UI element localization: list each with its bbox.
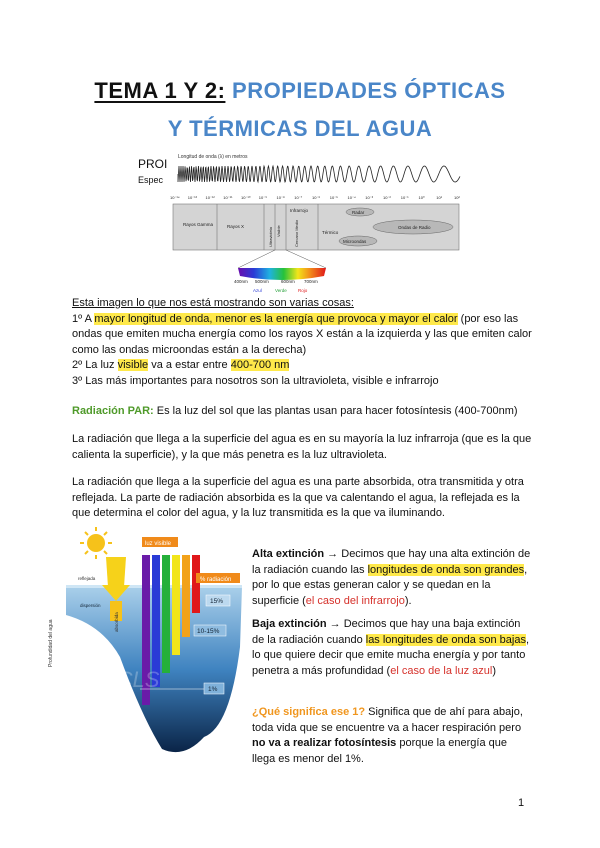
color-rojo: Rojo — [298, 288, 308, 293]
band-gamma: Rayos Gamma — [183, 222, 214, 227]
page-title-line2: Y TÉRMICAS DEL AGUA — [167, 116, 433, 141]
label-pct-1: 1% — [208, 686, 218, 693]
band-xray: Rayos X — [227, 224, 245, 229]
spectrum-tick-label: 10⁻¹³ — [187, 195, 197, 200]
spectrum-tick-label: 10⁻⁹ — [258, 195, 268, 200]
sun-icon — [80, 527, 112, 559]
par-paragraph: Radiación PAR: Es la luz del sol que las plantas usan para hacer fotosíntesis (400-700nm) — [72, 405, 518, 417]
label-dispersion: dispersión — [80, 603, 101, 608]
label-pct-title: % radiación — [200, 577, 232, 583]
point-2: 2º La luz visible va a estar entre 400-700 nm — [72, 359, 290, 371]
band-infrared: Infrarrojo — [290, 208, 309, 213]
nm-600: 600nm — [281, 279, 295, 284]
spectrum-tick-label: 10⁻⁴ — [347, 195, 356, 200]
nm-700: 700nm — [304, 279, 318, 284]
nm-400: 400nm — [234, 279, 248, 284]
paragraph-absorption: La radiación que llega a la superficie del agua es una parte absorbida, otra transmitida y otra reflejada. La parte de radiación absorbida es la que va calentando el agua, la reflejada es la que determina el color del agua, y la luz transmitida es la que va iluminando. — [72, 476, 524, 519]
spectrum-tick-label: 10² — [454, 195, 460, 200]
spectrum-tick-label: 10⁻⁶ — [312, 195, 321, 200]
spectrum-overlay-label1: PROI — [138, 157, 168, 171]
band-uv: Ultravioleta — [268, 226, 273, 247]
spectrum-tick-label: 10¹ — [436, 195, 443, 200]
band-micro: Microondas — [343, 239, 367, 244]
band-radio: Ondas de Radio — [398, 225, 431, 230]
color-verde: Verde — [275, 288, 287, 293]
spectrum-tick-label: 10⁻² — [383, 195, 391, 200]
alta-extincion: Alta extinción → Decimos que hay una alta extinción de la radiación cuando las longitudes de onda son grandes, por lo que estas generan calor y se quedan en la superficie (el caso del infrarrojo). — [252, 548, 531, 607]
spectrum-tick-label: 10⁻⁸ — [276, 195, 285, 200]
intro-line: Esta imagen lo que nos está mostrando son varias cosas: — [72, 297, 354, 309]
point-1: 1º A mayor longitud de onda, menor es la energía que provoca y mayor el calor (por eso las ondas que emiten mucha energía como los rayos X están a la izquierda y las que emiten calor como las ondas microondas están a la derecha) — [72, 312, 532, 356]
spectrum-tick-label: 10⁻⁷ — [294, 195, 303, 200]
title-topic: TEMA 1 Y 2: — [94, 78, 226, 103]
spectrum-tick-label: 10⁻¹⁰ — [241, 195, 251, 200]
baja-extincion: Baja extinción → Decimos que hay una baja extinción de la radiación cuando las longitudes de onda son bajas, lo que quiere decir que emite mucha energía y por tanto penetra a más profundidad (el caso de la luz azul) — [252, 618, 530, 677]
color-azul: Azul — [253, 288, 262, 293]
band-radar: Radar — [352, 210, 365, 215]
page-title — [0, 78, 600, 104]
label-pct-10-15: 10-15% — [197, 628, 220, 635]
title-main: PROPIEDADES ÓPTICAS — [225, 78, 506, 103]
spectrum-tick-label: 10⁻¹¹ — [223, 195, 233, 200]
significado-1: ¿Qué significa ese 1? Significa que de ahí para abajo, toda vida que se encuentre va a hacer respiración pero no va a realizar fotosíntesis porque la energía que llega es menor del 1%. — [252, 706, 523, 765]
paragraph-infrared: La radiación que llega a la superficie del agua es en su mayoría la luz infrarroja (que es la que calienta la superficie), y la que más penetra es la luz ultravioleta. — [72, 433, 532, 461]
spectrum-tick-label: 10⁻³ — [365, 195, 374, 200]
label-reflejada: reflejada — [78, 576, 96, 581]
spectrum-tick-label: 10⁻¹⁴ — [170, 195, 180, 200]
band-near-ir: Cercano Medio — [294, 219, 299, 247]
label-absorbida: absorbida — [114, 612, 119, 632]
label-luz-visible: luz visible — [145, 541, 172, 547]
point-3: 3º Las más importantes para nosotros son la ultravioleta, visible e infrarrojo — [72, 374, 439, 387]
spectrum-tick-label: 10⁰ — [418, 195, 425, 200]
spectrum-figure — [138, 152, 470, 298]
figure-watermark: ACLS — [102, 667, 160, 692]
label-pct-15: 15% — [210, 598, 224, 605]
spectrum-tick-label: 10⁻¹² — [205, 195, 215, 200]
axis-depth-label: Profundidad del agua — [48, 619, 54, 667]
water-depth-figure — [44, 527, 244, 767]
band-visible: Visible — [276, 225, 281, 237]
spectrum-overlay-label2: Espec — [138, 175, 164, 185]
spectrum-explanation — [72, 296, 534, 389]
spectrum-tick-label: 10⁻⁵ — [329, 195, 338, 200]
nm-500: 500nm — [255, 279, 269, 284]
band-thermal: Térmico — [322, 230, 339, 235]
spectrum-tick-label: 10⁻¹ — [400, 195, 409, 200]
page-number: 1 — [518, 797, 525, 809]
spectrum-caption: Longitud de onda (λ) en metros — [178, 154, 248, 160]
